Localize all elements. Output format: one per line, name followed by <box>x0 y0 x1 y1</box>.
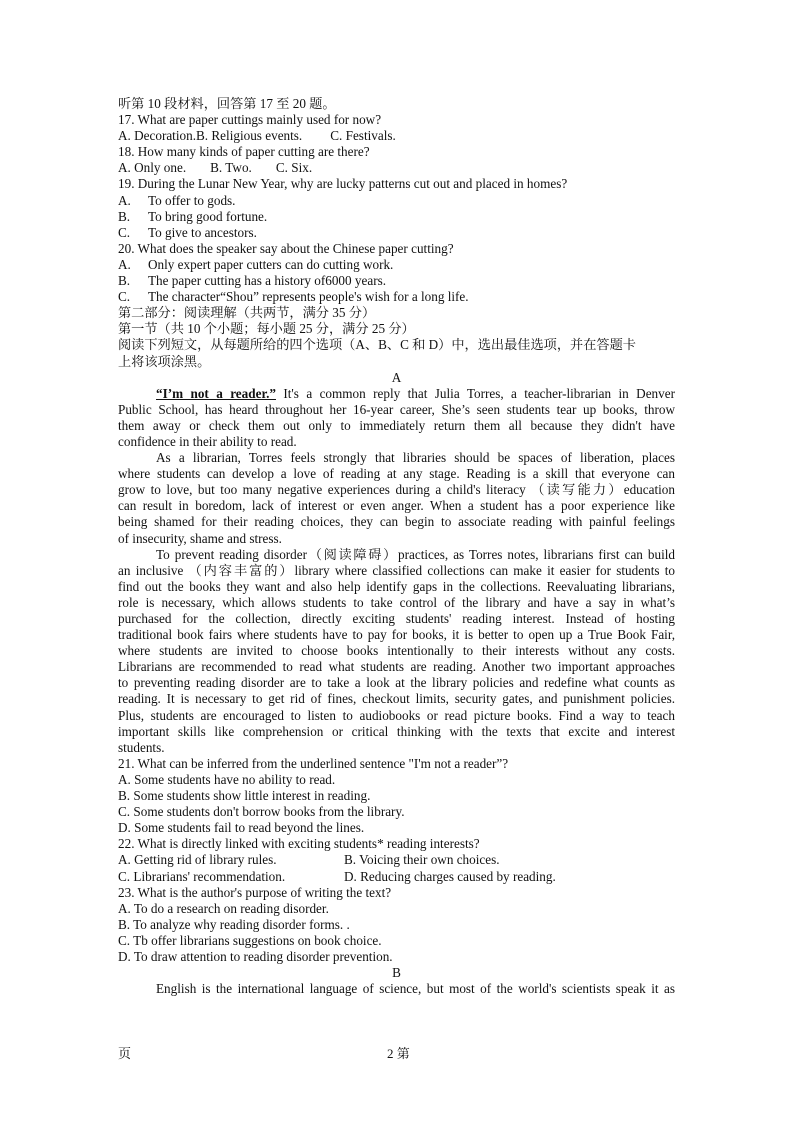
part-two-title: 第二部分：阅读理解（共两节，满分 35 分） <box>118 305 376 321</box>
passage-line: an inclusive （内容丰富的）library where classified collections can make it easier for students to <box>118 562 675 578</box>
question-21: 21. What can be inferred from the underlined sentence "I'm not a reader”? <box>118 755 509 771</box>
passage-line: students. <box>118 739 165 755</box>
passage-line: “I’m not a reader.” It's a common reply that Julia Torres, a teacher-librarian in Denver <box>156 385 675 401</box>
passage-line: find out the books they want and also help identify gaps in the collections. Reevaluating librarians, <box>118 578 675 594</box>
option-c: C. Six. <box>275 160 313 176</box>
question-22-options-ab <box>118 852 675 868</box>
question-20-option-a: A. Only expert paper cutters can do cutting work. <box>118 256 394 272</box>
passage-line: As a librarian, Torres feels strongly that libraries should be spaces of liberation, places <box>156 450 675 466</box>
question-17-options <box>118 128 675 144</box>
question-23-option-b: B. To analyze why reading disorder forms. . <box>118 916 350 932</box>
passage-a-paragraph-1 <box>118 386 675 450</box>
passage-a-paragraph-3 <box>118 547 675 756</box>
question-23-option-c: C. Tb offer librarians suggestions on book choice. <box>118 932 382 948</box>
passage-b-first-line: English is the international language of science, but most of the world's scientists speak it as <box>156 981 675 997</box>
passage-line: reading. It is necessary to get rid of fines, checkout limits, security gates, and punishment policies. <box>118 691 675 707</box>
passage-line: Public School, has heard throughout her 16-year career, She’s seen students tear up books, throw <box>118 401 675 417</box>
question-17: 17. What are paper cuttings mainly used for now? <box>118 112 382 128</box>
exam-page <box>118 96 675 997</box>
passage-line: Librarians are recommended to read what students are reading. Another two important approaches <box>118 659 675 675</box>
passage-line: where students are invited to choose books intentionally to their interests without any costs. <box>118 643 675 659</box>
footer-page-label: 页 <box>118 1046 132 1061</box>
option-b: B. Two. <box>210 160 252 176</box>
question-20-option-b: B. The paper cutting has a history of6000 years. <box>118 273 387 289</box>
passage-line: To prevent reading disorder（阅读障碍）practices, as Torres notes, librarians first can build <box>156 546 675 562</box>
question-20: 20. What does the speaker say about the Chinese paper cutting? <box>118 240 454 256</box>
passage-line: traditional book fairs where students have to pay for books, it is better to open up a True Book Fair, <box>118 627 675 643</box>
option-b: B. Religious events. <box>196 128 303 144</box>
footer-page-number: 2 第 <box>387 1046 410 1061</box>
passage-line: being shamed for their reading choices, they can begin to associate reading with painful feelings <box>118 514 675 530</box>
passage-line: of insecurity, shame and stress. <box>118 530 282 546</box>
option-b: B. Voicing their own choices. <box>344 852 500 868</box>
passage-line: Plus, students are encouraged to listen to audiobooks or read picture books. Find a way to teach <box>118 707 675 723</box>
option-a: A. Decoration. <box>118 128 196 144</box>
question-19-option-c: C. To give to ancestors. <box>118 224 257 240</box>
question-23-option-d: D. To draw attention to reading disorder prevention. <box>118 948 393 964</box>
question-21-option-a: A. Some students have no ability to read. <box>118 771 336 787</box>
reading-instructions-cont: 上将该项涂黑。 <box>118 353 211 369</box>
passage-line: role is necessary, which allows students to take control of the library and have a say in what’s <box>118 594 675 610</box>
section-one-title: 第一节（共 10 个小题；每小题 25 分，满分 25 分） <box>118 321 415 337</box>
question-23: 23. What is the author's purpose of writing the text? <box>118 884 392 900</box>
passage-line: confidence in their ability to read. <box>118 433 297 449</box>
passage-a-heading: A <box>391 369 402 385</box>
option-c: C. Librarians' recommendation. <box>118 868 286 884</box>
question-22: 22. What is directly linked with exciting students* reading interests? <box>118 836 480 852</box>
passage-line: can result in boredom, lack of interest or even anger. When a student has a poor experience like <box>118 498 675 514</box>
passage-line: to preventing reading disorder are to take a look at the library policies and redefine what counts as <box>118 675 675 691</box>
underlined-sentence: “I’m not a reader.” <box>156 385 276 401</box>
question-19-option-a: A. To offer to gods. <box>118 192 236 208</box>
option-d: D. Reducing charges caused by reading. <box>344 868 556 884</box>
question-23-option-a: A. To do a research on reading disorder. <box>118 900 329 916</box>
question-18-options <box>118 160 675 176</box>
passage-line: where students can develop a love of reading at any stage. Reading is a skill that everyone can <box>118 466 675 482</box>
passage-line: purchased for the collection, directly exciting students' reading interest. Instead of hosting <box>118 611 675 626</box>
question-21-option-c: C. Some students don't borrow books from the library. <box>118 804 405 820</box>
passage-line: grow to love, but too many negative experiences during a child's literacy （读写能力）education <box>118 482 675 498</box>
question-19-option-b: B. To bring good fortune. <box>118 208 268 224</box>
question-22-options-cd <box>118 869 675 885</box>
option-a: A. Getting rid of library rules. <box>118 852 277 868</box>
passage-line: them away or check them out only to immediately return them all because they didn't have <box>118 417 675 433</box>
option-c: C. Festivals. <box>330 128 396 144</box>
question-21-option-d: D. Some students fail to read beyond the lines. <box>118 820 365 836</box>
question-20-option-c: C. The character“Shou” represents people's wish for a long life. <box>118 289 469 305</box>
passage-a-paragraph-2 <box>118 450 675 547</box>
option-a: A. Only one. <box>118 160 187 176</box>
reading-instructions: 阅读下列短文，从每题所给的四个选项（A、B、C 和 D）中，选出最佳选项，并在答题卡 <box>118 337 636 353</box>
passage-line: important skills like comprehension or critical thinking with the texts that excite and interest <box>118 723 675 739</box>
question-21-option-b: B. Some students show little interest in reading. <box>118 788 371 804</box>
question-19: 19. During the Lunar New Year, why are lucky patterns cut out and placed in homes? <box>118 176 568 192</box>
question-18: 18. How many kinds of paper cutting are there? <box>118 144 370 160</box>
passage-b-heading: B <box>392 965 401 981</box>
listening-instruction: 听第 10 段材料，回答第 17 至 20 题。 <box>118 96 336 111</box>
